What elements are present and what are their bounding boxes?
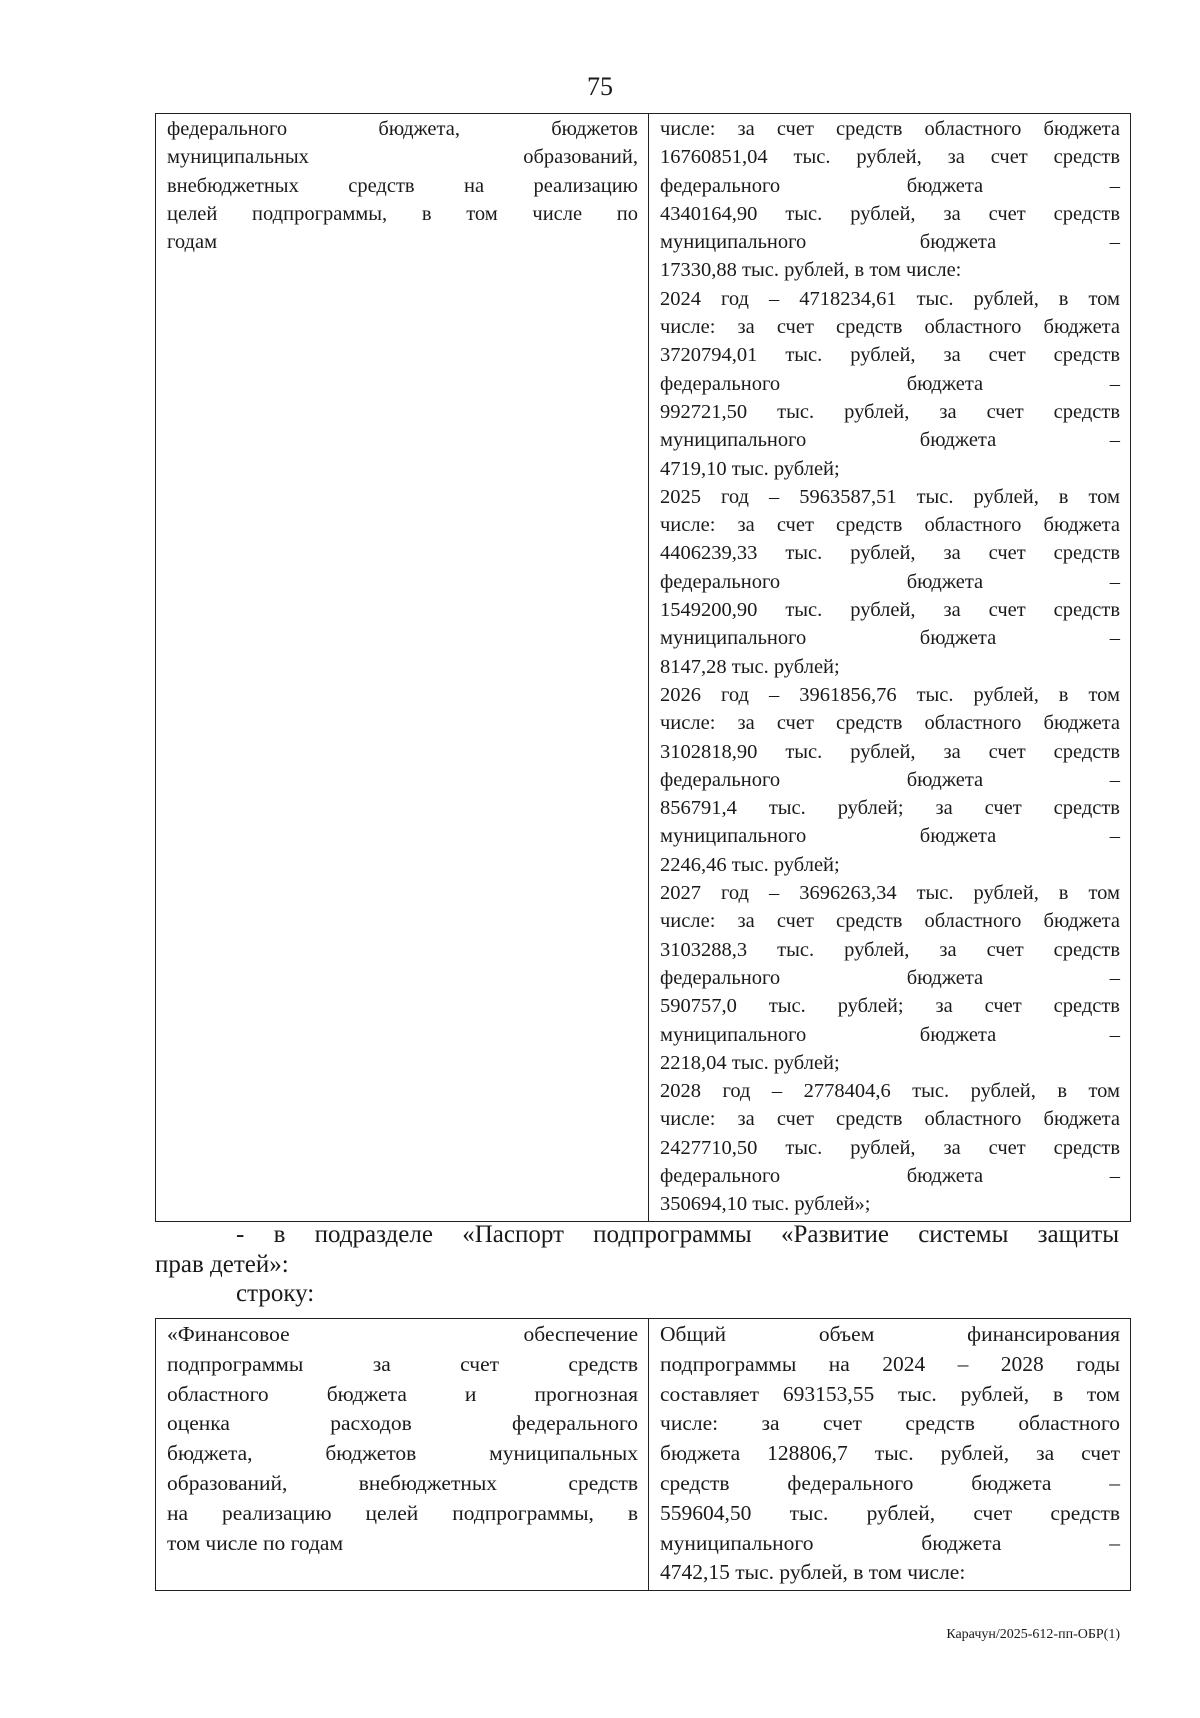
text-line: 4340164,90 тыс. рублей, за счет средств — [660, 202, 1120, 225]
text-line: федерального бюджета – — [660, 174, 1120, 197]
text-line: муниципальных образований, — [167, 146, 638, 169]
text-line: оценка расходов федерального — [167, 1411, 638, 1436]
text-line: муниципального бюджета – — [660, 429, 1120, 452]
row-label-cell — [156, 114, 649, 1222]
text-line: «Финансовое обеспечение — [167, 1322, 638, 1346]
text-line: муниципального бюджета – — [660, 231, 1120, 254]
text-line: 2025 год – 5963587,51 тыс. рублей, в том — [660, 485, 1120, 508]
text-line: числе: за счет средств областного бюджета — [660, 514, 1120, 537]
text-line: федерального бюджета – — [660, 1164, 1120, 1187]
text-line: Общий объем финансирования — [660, 1322, 1120, 1346]
text-line: 1549200,90 тыс. рублей, за счет средств — [660, 599, 1120, 622]
text-line: числе: за счет средств областного бюджета — [660, 910, 1120, 933]
text-line: целей подпрограммы, в том числе по — [167, 202, 638, 225]
text-line: 2427710,50 тыс. рублей, за счет средств — [660, 1136, 1120, 1159]
text-line: 4742,15 тыс. рублей, в том числе: — [660, 1560, 966, 1585]
text-line: 590757,0 тыс. рублей; за счет средств — [660, 995, 1120, 1018]
text-line: 2028 год – 2778404,6 тыс. рублей, в том — [660, 1080, 1120, 1103]
text-line: федерального бюджета, бюджетов — [167, 118, 638, 140]
text-line: внебюджетных средств на реализацию — [167, 174, 638, 197]
row-value-cell — [649, 114, 1131, 1222]
text-line: муниципального бюджета – — [660, 825, 1120, 848]
text-line: подпрограммы за счет средств — [167, 1351, 638, 1376]
text-line: областного бюджета и прогнозная — [167, 1381, 638, 1406]
text-line: 16760851,04 тыс. рублей, за счет средств — [660, 146, 1120, 169]
text-line: 2246,46 тыс. рублей; — [660, 853, 840, 876]
text-line: 856791,4 тыс. рублей; за счет средств — [660, 797, 1120, 820]
text-line: 17330,88 тыс. рублей, в том числе: — [660, 259, 962, 282]
instruction-line-2: прав детей»: — [155, 1251, 289, 1278]
instruction-row-word: строку: — [236, 1280, 315, 1307]
text-line: 2026 год – 3961856,76 тыс. рублей, в том — [660, 683, 1120, 706]
text-line: федерального бюджета – — [660, 768, 1120, 791]
text-line: 8147,28 тыс. рублей; — [660, 655, 840, 678]
row-label-cell — [156, 1319, 649, 1591]
text-line: бюджета, бюджетов муниципальных — [167, 1441, 638, 1466]
text-line: годам — [167, 231, 218, 254]
finance-table-continuation — [155, 113, 1131, 1222]
text-line: средств федерального бюджета – — [660, 1470, 1120, 1495]
text-line: образований, внебюджетных средств — [167, 1470, 638, 1495]
text-line: 350694,10 тыс. рублей»; — [660, 1193, 871, 1216]
text-line: числе: за счет средств областного бюджета — [660, 118, 1120, 140]
text-line: муниципального бюджета – — [660, 1023, 1120, 1046]
table-row — [156, 1319, 1131, 1591]
text-line: подпрограммы на 2024 – 2028 годы — [660, 1351, 1120, 1376]
instruction-paragraph — [155, 1220, 1119, 1280]
document-footer-code: Карачун/2025-612-пп-ОБР(1) — [946, 1627, 1120, 1642]
text-line: федерального бюджета – — [660, 966, 1120, 989]
text-line: 559604,50 тыс. рублей, счет средств — [660, 1500, 1120, 1525]
text-line: 2027 год – 3696263,34 тыс. рублей, в том — [660, 882, 1120, 905]
text-line: 3103288,3 тыс. рублей, за счет средств — [660, 938, 1120, 961]
text-line: числе: за счет средств областного бюджета — [660, 1108, 1120, 1131]
page-number: 75 — [587, 72, 613, 101]
text-line: 2024 год – 4718234,61 тыс. рублей, в том — [660, 287, 1120, 310]
text-line: 3720794,01 тыс. рублей, за счет средств — [660, 344, 1120, 367]
instruction-line-1: - в подразделе «Паспорт подпрограммы «Развитие системы защиты — [236, 1221, 1119, 1248]
finance-table-subprogram — [155, 1318, 1131, 1591]
text-line: на реализацию целей подпрограммы, в — [167, 1500, 638, 1525]
text-line: составляет 693153,55 тыс. рублей, в том — [660, 1381, 1120, 1406]
text-line: числе: за счет средств областного бюджета — [660, 316, 1120, 339]
text-line: федерального бюджета – — [660, 372, 1120, 395]
text-line: муниципального бюджета – — [660, 627, 1120, 650]
text-line: федерального бюджета – — [660, 570, 1120, 593]
row-value-cell — [649, 1319, 1131, 1591]
table-row — [156, 114, 1131, 1222]
text-line: том числе по годам — [167, 1530, 344, 1555]
text-line: числе: за счет средств областного бюджета — [660, 712, 1120, 735]
text-line: 4719,10 тыс. рублей; — [660, 457, 840, 480]
text-line: 4406239,33 тыс. рублей, за счет средств — [660, 542, 1120, 565]
text-line: муниципального бюджета – — [660, 1530, 1120, 1555]
text-line: 2218,04 тыс. рублей; — [660, 1051, 840, 1074]
text-line: бюджета 128806,7 тыс. рублей, за счет — [660, 1441, 1120, 1466]
text-line: 992721,50 тыс. рублей, за счет средств — [660, 400, 1120, 423]
text-line: числе: за счет средств областного — [660, 1411, 1120, 1436]
text-line: 3102818,90 тыс. рублей, за счет средств — [660, 740, 1120, 763]
